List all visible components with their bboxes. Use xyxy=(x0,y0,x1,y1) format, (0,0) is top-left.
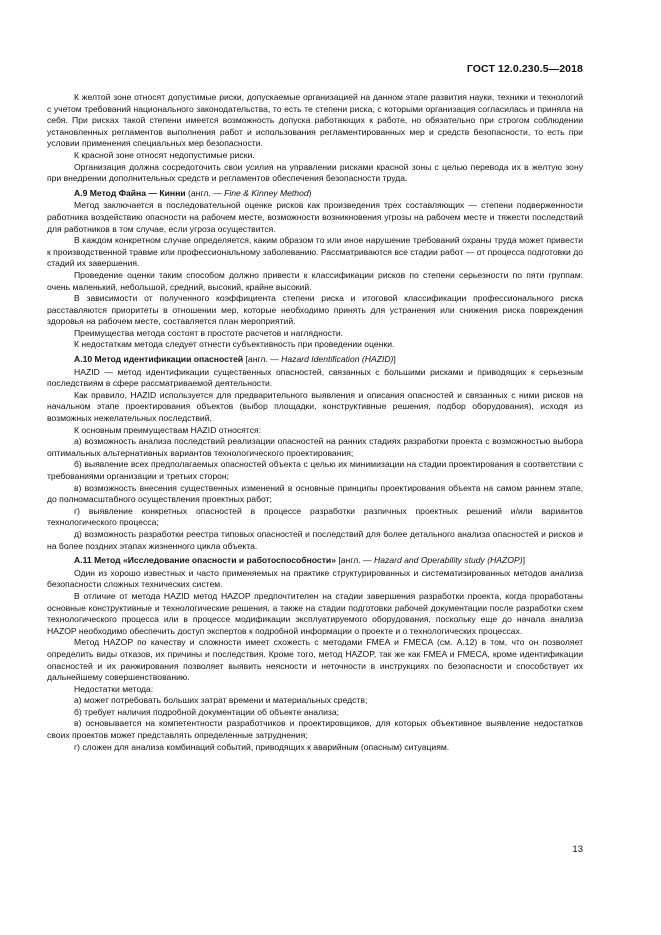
section-heading-a9 xyxy=(47,188,583,200)
section-heading-a10 xyxy=(47,354,583,366)
paragraph: Метод заключается в последовательной оценке рисков как произведения трех составляющих — степени подверженности работника воздействию опасности на рабочем месте, возможности возникновения угрозы на рабочем месте и тяжести последствий для работников в том случае, если угроза осуществится. xyxy=(47,200,583,234)
heading-text: ] xyxy=(393,354,396,365)
heading-text: [англ. — xyxy=(335,555,375,566)
document-code-header: ГОСТ 12.0.230.5—2018 xyxy=(466,63,583,75)
page-number: 13 xyxy=(572,844,583,855)
paragraph: В отличие от метода HAZID метод HAZOP предпочтителен на стадии завершения разработки проекта, когда проработаны основные конструктивные и технологические решения, а также на стадии подготовки рабочей документации после разработки схем технологического процесса или в процессе модификации эксплуатируемого оборудования, поскольку еще до начала анализа HAZOP необходимо обеспечить доступ экспертов к подробной информации о проекте и о технологических процессах. xyxy=(47,590,583,636)
paragraph: К желтой зоне относят допустимые риски, допускаемые организацией на данном этапе развития науки, техники и технологий с учетом требований национального законодательства, то есть те степени риска, с которыми организация согласилась и приняла на себя. При рисках такой степени имеется возможность допуска работающих к работе, но обязательно при строгом соблюдении установленных регламентов выполнения работ и использования регламентированных мер и средств безопасности, то есть при условии применения специальных мер безопасности. xyxy=(47,92,583,149)
paragraph: К недостаткам метода следует отнести субъективность при проведении оценки. xyxy=(74,339,395,350)
list-item: д) возможность разработки реестра типовых опасностей и последствий для более детального анализа опасностей и рисков и на более поздних этапах жизненного цикла объекта. xyxy=(47,528,583,551)
heading-title: А.9 Метод Файна — Кинни xyxy=(74,187,186,198)
page-body xyxy=(47,92,583,753)
paragraph: HAZID — метод идентификации существенных опасностей, связанных с большими рисками и приводящих к серьезным последствиям в сфере рассматриваемой деятельности. xyxy=(47,366,583,389)
heading-english-name: Hazard Identification (HAZID) xyxy=(281,354,394,365)
heading-text: (англ. — xyxy=(185,187,225,198)
paragraph: Как правило, HAZID используется для предварительного выявления и описания опасностей и связанных с ними рисков на начальном этапе проектирования объектов (выбор площадки, конструктивные решения, подбор оборудования), исходя из возможных нежелательных последствий. xyxy=(47,389,583,424)
heading-english-name: Hazard and Operability study (HAZOP) xyxy=(374,555,523,566)
paragraph: Организация должна сосредоточить свои усилия на управлении рисками красной зоны с целью перевода их в желтую зону при внедрении дополнительных средств и регламентов обеспечения безопасности труда. xyxy=(47,161,583,184)
heading-text: ] xyxy=(522,555,525,566)
list-item: в) основывается на компетентности разработчиков и проектировщиков, для которых объективное выявление недостатков своих проектов может представлять определенные затруднения; xyxy=(47,718,583,741)
list-item: г) сложен для анализа комбинаций событий, приводящих к аварийным (опасным) ситуациям. xyxy=(74,741,450,752)
paragraph: К красной зоне относят недопустимые риски. xyxy=(74,149,255,160)
section-heading-a11 xyxy=(47,555,583,567)
heading-text: ) xyxy=(308,187,312,198)
paragraph: Недостатки метода: xyxy=(74,683,154,694)
list-item: б) требует наличия подробной документации об объекте анализа; xyxy=(74,706,339,717)
list-item: а) возможность анализа последствий реализации опасностей на ранних стадиях разработки проекта с возможностью выбора оптимальных альтернативных вариантов технологического проектирования; xyxy=(47,436,583,458)
heading-title: А.11 Метод «Исследование опасности и работоспособности» xyxy=(74,555,336,566)
paragraph: К основным преимуществам HAZID относятся: xyxy=(74,424,261,435)
paragraph: Проведение оценки таким способом должно привести к классификации рисков по степени серьезности по пяти группам: очень маленький, небольшой, средний, высокий, крайне высокий. xyxy=(47,269,583,292)
paragraph: Преимущества метода состоят в простоте расчетов и наглядности. xyxy=(74,327,344,338)
heading-title: А.10 Метод идентификации опасностей xyxy=(74,354,244,365)
paragraph: Метод HAZOP по качеству и сложности имеет схожесть с методами FMEA и FMECA (см. А.12) в том, что он позволяет определить виды отказов, их причины и последствия. Кроме того, метод HAZOP, так же как FMEA и FMECA, кроме идентификации опасностей и их ранжирования позволяет выявить неясности и неточности в инструкциях по безопасности и способствует их дальнейшему совершенствованию. xyxy=(47,637,583,683)
list-item: б) выявление всех предполагаемых опасностей объекта с целью их минимизации на стадии проектирования в соответствии с требованиями организации и третьих сторон; xyxy=(47,459,583,481)
list-item: в) возможность внесения существенных изменений в основные принципы проектирования объекта на самом раннем этапе, до полномасштабного осуществления проектных работ; xyxy=(47,482,583,505)
list-item: г) выявление конкретных опасностей в процессе разработки различных проектных решений и/или вариантов технологического процесса; xyxy=(47,505,583,528)
heading-text: [англ. — xyxy=(243,354,282,365)
list-item: а) может потребовать больших затрат времени и материальных средств; xyxy=(74,695,368,706)
paragraph: Один из хорошо известных и часто применяемых на практике структурированных и систематизированных методов анализа безопасности сложных технических систем. xyxy=(47,567,583,590)
heading-english-name: Fine & Kinney Method xyxy=(224,187,309,198)
paragraph: В каждом конкретном случае определяется, каким образом то или иное нарушение требований охраны труда может привести к производственной травме или профессиональному заболеванию. Рассматриваются все стадии работ — от процесса подготовки до стадий их завершения. xyxy=(47,235,583,269)
paragraph: В зависимости от полученного коэффициента степени риска и итоговой классификации профессионального риска расставляются приоритеты в отношении мер, которые необходимо принять для устранения или снижения риска повреждения здоровья на рабочем месте, составляется план мероприятий. xyxy=(47,293,583,327)
